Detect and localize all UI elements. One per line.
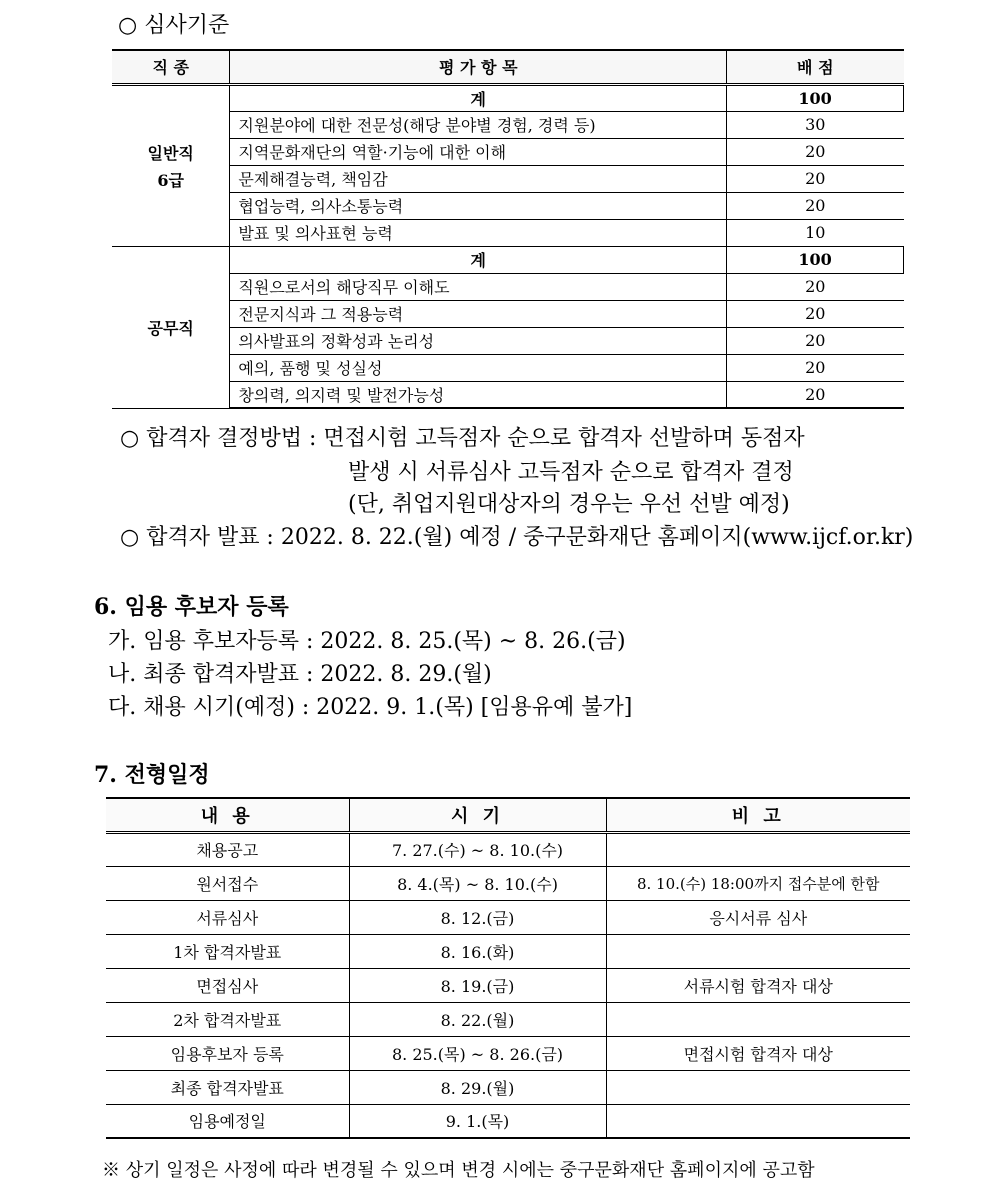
total-score: 100 [727, 246, 904, 273]
item-score: 20 [727, 354, 904, 381]
table-row [112, 381, 904, 408]
category-label: 일반직 [147, 143, 194, 163]
table-row [106, 968, 910, 1002]
schedule-period: 9. 1.(목) [349, 1104, 606, 1138]
schedule-period: 8. 29.(월) [349, 1070, 606, 1104]
section6-title: 6. 임용 후보자 등록 [94, 594, 289, 620]
schedule-period: 8. 19.(금) [349, 968, 606, 1002]
table-row [112, 165, 904, 192]
decision-method-line2: 발생 시 서류심사 고득점자 순으로 합격자 결정 [348, 460, 794, 485]
table-row [106, 1036, 910, 1070]
col-header-score: 배 점 [727, 50, 904, 84]
schedule-content: 면접심사 [106, 968, 349, 1002]
item-label: 전문지식과 그 적용능력 [230, 300, 727, 327]
table-row [106, 900, 910, 934]
criteria-table [112, 49, 904, 409]
item-score: 20 [727, 192, 904, 219]
section6-line: 나. 최종 합격자발표 : 2022. 8. 29.(월) [108, 662, 492, 687]
schedule-footnote: ※ 상기 일정은 사정에 따라 변경될 수 있으며 변경 시에는 중구문화재단 홈페이지에 공고함 [102, 1160, 815, 1181]
item-label: 직원으로서의 해당직무 이해도 [230, 273, 727, 300]
category-label: 공무직 [147, 318, 194, 338]
col-header-note: 비 고 [606, 798, 910, 832]
table-row [112, 273, 904, 300]
table-row [106, 1070, 910, 1104]
schedule-header-row [106, 798, 910, 832]
schedule-content: 임용예정일 [106, 1104, 349, 1138]
category-cell [112, 84, 230, 246]
item-score: 20 [727, 381, 904, 408]
table-row [112, 327, 904, 354]
table-row [106, 866, 910, 900]
schedule-content: 1차 합격자발표 [106, 934, 349, 968]
item-score: 20 [727, 273, 904, 300]
item-score: 20 [727, 138, 904, 165]
table-row [112, 192, 904, 219]
schedule-period: 8. 22.(월) [349, 1002, 606, 1036]
item-label: 문제해결능력, 책임감 [230, 165, 727, 192]
schedule-period: 7. 27.(수) ~ 8. 10.(수) [349, 832, 606, 866]
criteria-heading: ○ 심사기준 [118, 13, 230, 38]
item-label: 발표 및 의사표현 능력 [230, 219, 727, 246]
item-label: 의사발표의 정확성과 논리성 [230, 327, 727, 354]
table-row [112, 111, 904, 138]
schedule-content: 임용후보자 등록 [106, 1036, 349, 1070]
table-row [112, 354, 904, 381]
item-score: 10 [727, 219, 904, 246]
criteria-header-row [112, 50, 904, 84]
total-label: 계 [230, 246, 727, 273]
table-row [106, 1104, 910, 1138]
schedule-note: 면접시험 합격자 대상 [606, 1036, 910, 1070]
schedule-content: 서류심사 [106, 900, 349, 934]
col-header-item: 평 가 항 목 [230, 50, 727, 84]
col-header-content: 내 용 [106, 798, 349, 832]
announcement-line: ○ 합격자 발표 : 2022. 8. 22.(월) 예정 / 중구문화재단 홈페이지(www.ijcf.or.kr) [120, 525, 914, 550]
item-score: 20 [727, 327, 904, 354]
table-row [106, 1002, 910, 1036]
schedule-note: 응시서류 심사 [606, 900, 910, 934]
schedule-note [606, 1104, 910, 1138]
table-row [112, 219, 904, 246]
schedule-note [606, 832, 910, 866]
table-row [112, 138, 904, 165]
section6-line: 가. 임용 후보자등록 : 2022. 8. 25.(목) ~ 8. 26.(금) [108, 629, 626, 654]
section6-line: 다. 채용 시기(예정) : 2022. 9. 1.(목) [임용유예 불가] [108, 695, 633, 720]
schedule-note: 서류시험 합격자 대상 [606, 968, 910, 1002]
total-label: 계 [230, 84, 727, 111]
section7-title: 7. 전형일정 [94, 762, 210, 788]
table-row [112, 84, 904, 111]
col-header-category: 직 종 [112, 50, 230, 84]
schedule-period: 8. 25.(목) ~ 8. 26.(금) [349, 1036, 606, 1070]
item-label: 지역문화재단의 역할·기능에 대한 이해 [230, 138, 727, 165]
category-cell [112, 246, 230, 408]
item-score: 20 [727, 165, 904, 192]
table-row [106, 832, 910, 866]
schedule-content: 최종 합격자발표 [106, 1070, 349, 1104]
schedule-note [606, 1002, 910, 1036]
schedule-content: 원서접수 [106, 866, 349, 900]
item-label: 예의, 품행 및 성실성 [230, 354, 727, 381]
decision-method-line3: (단, 취업지원대상자의 경우는 우선 선발 예정) [348, 492, 790, 517]
item-label: 창의력, 의지력 및 발전가능성 [230, 381, 727, 408]
table-row [106, 934, 910, 968]
table-row [112, 246, 904, 273]
schedule-content: 2차 합격자발표 [106, 1002, 349, 1036]
item-score: 20 [727, 300, 904, 327]
item-label: 협업능력, 의사소통능력 [230, 192, 727, 219]
category-label: 6급 [157, 170, 184, 190]
schedule-table [106, 797, 910, 1139]
schedule-content: 채용공고 [106, 832, 349, 866]
schedule-note [606, 1070, 910, 1104]
schedule-note [606, 934, 910, 968]
item-label: 지원분야에 대한 전문성(해당 분야별 경험, 경력 등) [230, 111, 727, 138]
schedule-period: 8. 4.(목) ~ 8. 10.(수) [349, 866, 606, 900]
schedule-period: 8. 16.(화) [349, 934, 606, 968]
schedule-period: 8. 12.(금) [349, 900, 606, 934]
col-header-period: 시 기 [349, 798, 606, 832]
total-score: 100 [727, 84, 904, 111]
table-row [112, 300, 904, 327]
decision-method-line1: ○ 합격자 결정방법 : 면접시험 고득점자 순으로 합격자 선발하며 동점자 [120, 426, 805, 451]
schedule-note: 8. 10.(수) 18:00까지 접수분에 한함 [606, 866, 910, 900]
item-score: 30 [727, 111, 904, 138]
